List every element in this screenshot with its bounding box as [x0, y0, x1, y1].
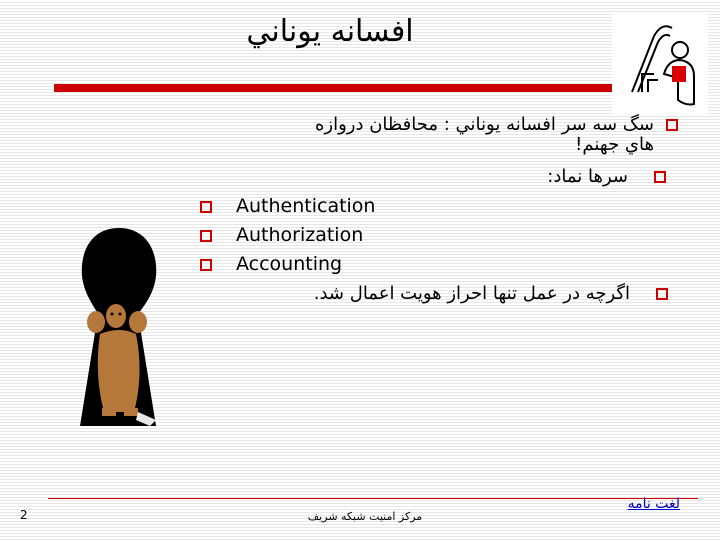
sub-bullet-label: Authorization: [236, 224, 364, 246]
bullet-cerberus-line2: هاي جهنم!: [575, 134, 654, 155]
bullet-authentication-only-text: اگرچه در عمل تنها احراز هويت اعمال شد.: [313, 283, 630, 304]
bullet-marker: [666, 119, 678, 131]
bullet-cerberus-line1: سگ سه سر افسانه يوناني : محافظان دروازه: [314, 114, 654, 135]
sub-bullet-label: Authentication: [236, 195, 376, 217]
bullet-marker: [200, 259, 212, 271]
page-number: 2: [20, 508, 28, 522]
bullet-marker: [654, 171, 666, 183]
sub-bullet-label: Accounting: [236, 253, 343, 275]
bullet-authentication-only: [210, 284, 630, 304]
footer-organization: مرکز امنيت شبکه شريف: [307, 510, 423, 523]
title-underline-bar: [54, 84, 614, 92]
bullet-heads-symbol: [328, 167, 628, 187]
bullet-heads-symbol-text: سرها نماد:: [547, 166, 628, 187]
bullet-marker: [200, 201, 212, 213]
slide-title: افسانه يوناني: [246, 14, 414, 49]
keyhole-cerberus-image: [76, 224, 162, 430]
bullet-marker: [656, 288, 668, 300]
glossary-link[interactable]: لغت نامه: [627, 496, 680, 512]
bullet-cerberus: [174, 115, 654, 155]
bullet-marker: [200, 230, 212, 242]
logo-icon: [612, 14, 708, 114]
